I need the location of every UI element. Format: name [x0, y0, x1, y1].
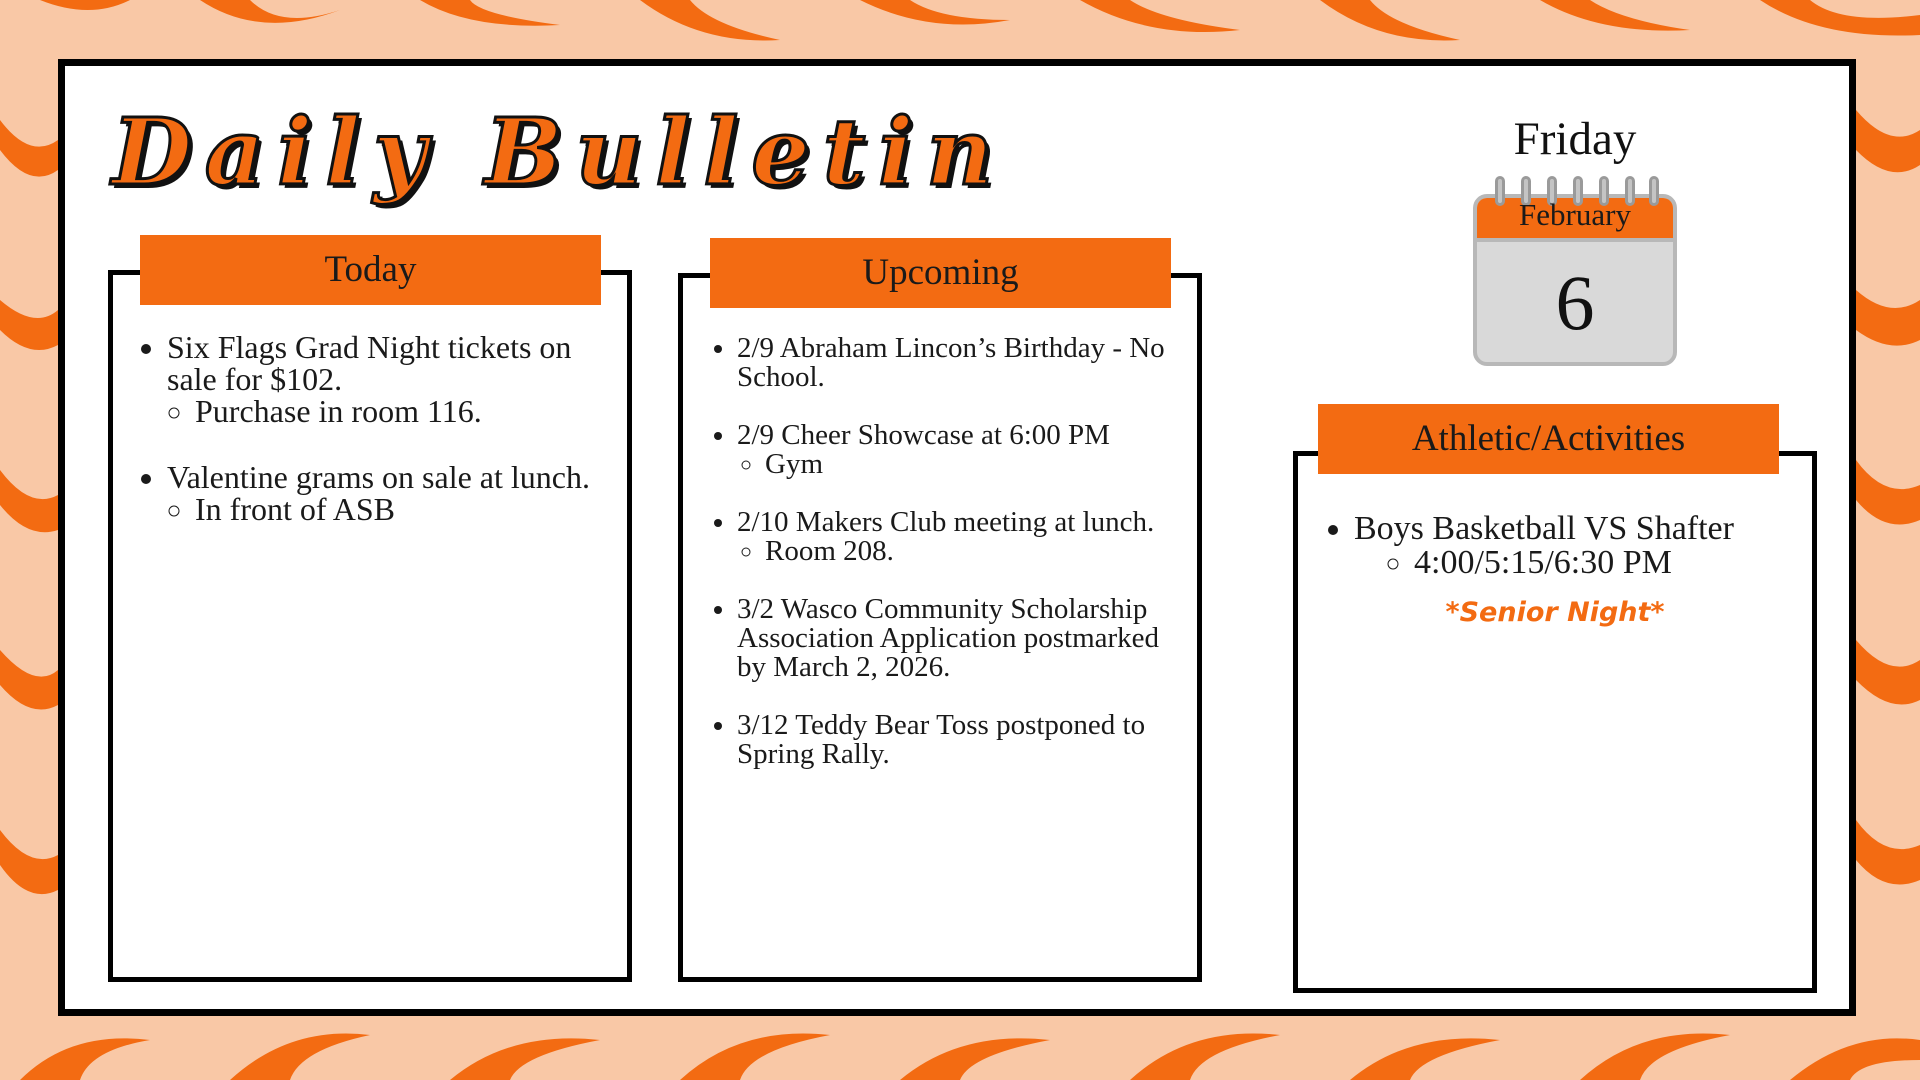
today-panel: [108, 270, 632, 982]
athletics-list: [1326, 512, 1804, 580]
list-item-text: Six Flags Grad Night tickets on sale for $102.: [167, 329, 572, 397]
sub-item: ◦ In front of ASB: [195, 493, 617, 525]
calendar-icon: [1473, 176, 1677, 366]
calendar-day: 6: [1555, 259, 1595, 346]
list-item-text: 2/9 Cheer Showcase at 6:00 PM: [737, 419, 1110, 451]
upcoming-heading: Upcoming: [710, 238, 1171, 308]
upcoming-panel: [678, 273, 1202, 982]
sub-item: ◦ 4:00/5:15/6:30 PM: [1414, 546, 1804, 580]
sub-item: ◦ Room 208.: [765, 537, 1189, 566]
list-item-text: 3/12 Teddy Bear Toss postponed to Spring Rally.: [737, 709, 1146, 770]
weekday-label: Friday: [1513, 113, 1637, 165]
today-content: [139, 331, 617, 559]
list-item-text: Valentine grams on sale at lunch.: [167, 459, 590, 495]
list-item: [167, 461, 617, 525]
list-item: [167, 331, 617, 427]
sub-item: ◦ Purchase in room 116.: [195, 395, 617, 427]
upcoming-content: [709, 334, 1189, 798]
athletics-content: [1326, 512, 1804, 630]
list-item: [1354, 512, 1804, 580]
upcoming-list: [709, 334, 1189, 769]
list-item: [737, 595, 1189, 682]
list-item: [737, 334, 1189, 392]
athletics-heading: Athletic/Activities: [1318, 404, 1779, 474]
list-item-text: 2/10 Makers Club meeting at lunch.: [737, 506, 1155, 538]
list-item: [737, 421, 1189, 479]
senior-night-note: *Senior Night*: [1445, 597, 1665, 628]
calendar-month: February: [1519, 197, 1631, 232]
today-heading: Today: [140, 235, 601, 305]
list-item-text: Boys Basketball VS Shafter: [1354, 510, 1734, 547]
list-item-text: 2/9 Abraham Lincon’s Birthday - No School.: [737, 332, 1165, 393]
list-item: [737, 508, 1189, 566]
list-item: [737, 711, 1189, 769]
athletics-panel: [1293, 451, 1817, 993]
today-list: [139, 331, 617, 525]
list-item-text: 3/2 Wasco Community Scholarship Association Application postmarked by March 2, 2026.: [737, 593, 1160, 683]
sub-item: ◦ Gym: [765, 450, 1189, 479]
page-title: Daily Bulletin: [112, 98, 1007, 206]
